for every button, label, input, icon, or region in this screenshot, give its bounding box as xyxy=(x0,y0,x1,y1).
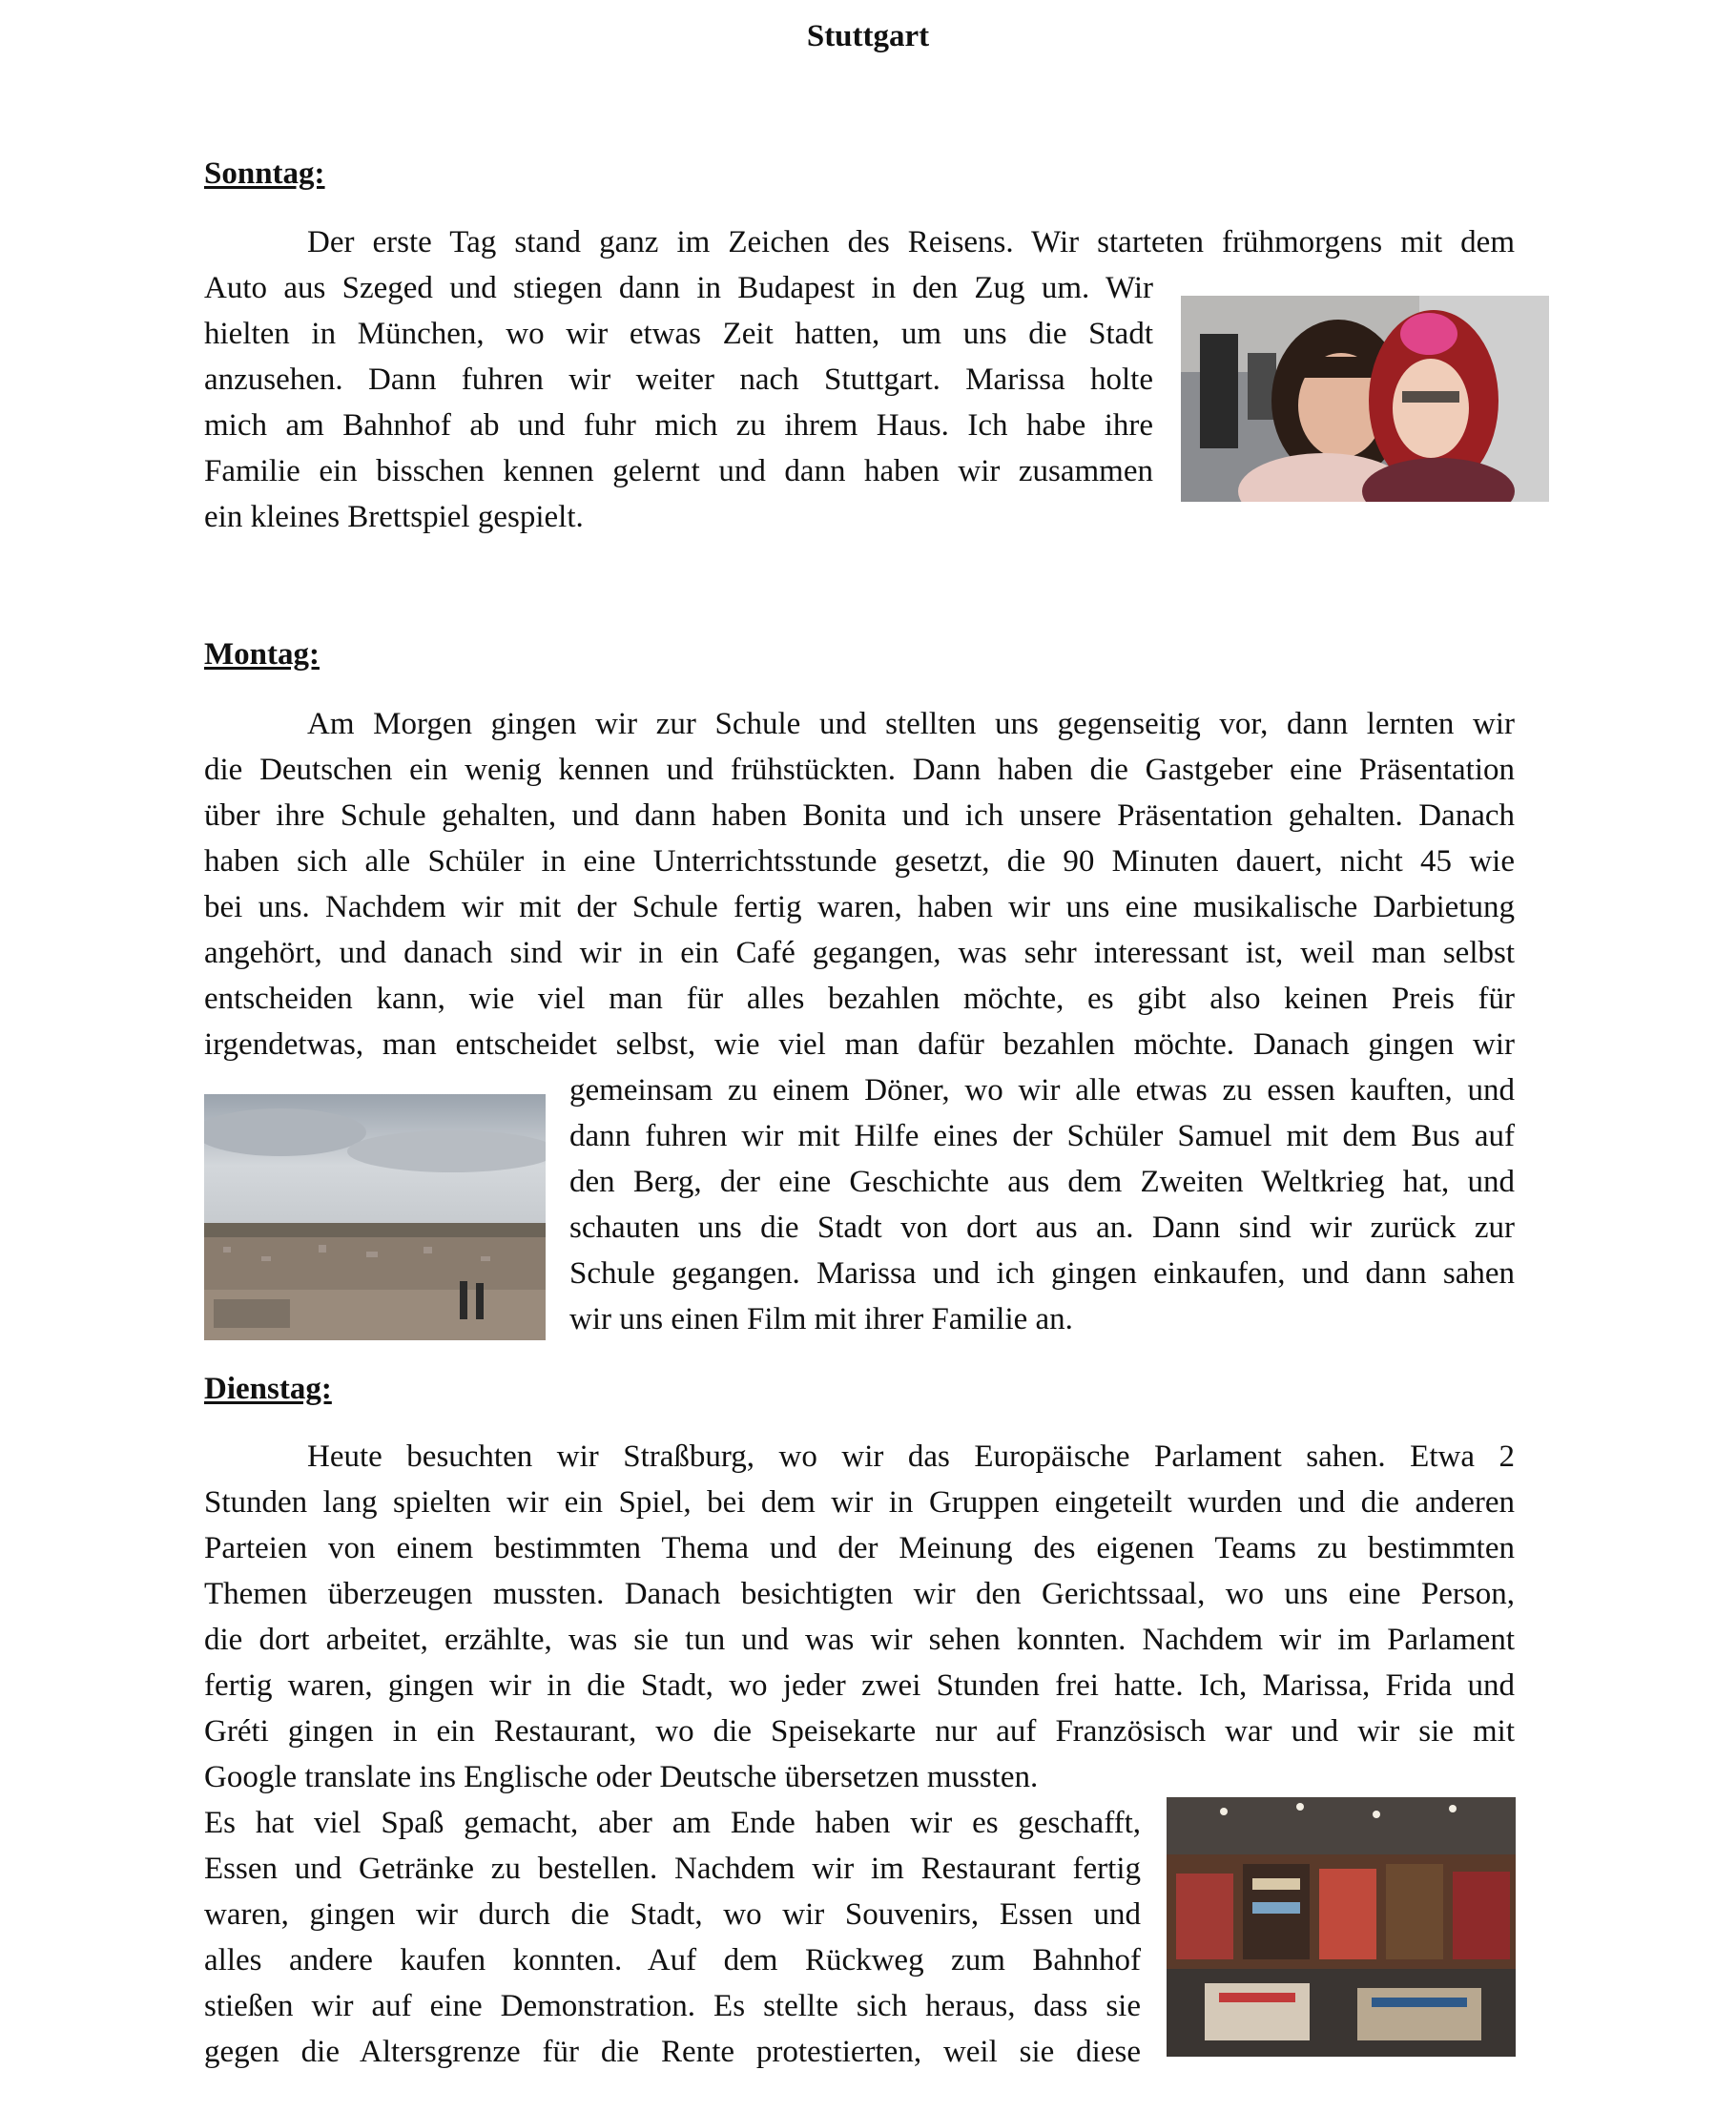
text-line: stießen wir auf eine Demonstration. Es stellte sich heraus, dass sie xyxy=(204,1989,1141,2023)
paragraph-sonntag-line-1 xyxy=(204,219,1515,265)
text-line: Essen und Getränke zu bestellen. Nachdem wir im Restaurant fertig xyxy=(204,1852,1141,1886)
text-line: bei uns. Nachdem wir mit der Schule fertig waren, haben wir uns eine musikalische Darbietung xyxy=(204,890,1515,924)
text-line: Themen überzeugen mussten. Danach besichtigten wir den Gerichtssaal, wo uns eine Person, xyxy=(204,1577,1515,1611)
text-line: Parteien von einem bestimmten Thema und der Meinung des eigenen Teams zu bestimmten xyxy=(204,1531,1515,1565)
text-line: Gréti gingen in ein Restaurant, wo die Speisekarte nur auf Französisch war und wir sie mit xyxy=(204,1714,1515,1749)
text-line: schauten uns die Stadt von dort aus an. Dann sind wir zurück zur xyxy=(569,1211,1515,1245)
text-line: gemeinsam zu einem Döner, wo wir alle etwas zu essen kauften, und xyxy=(569,1073,1515,1108)
text-line: waren, gingen wir durch die Stadt, wo wir Souvenirs, Essen und xyxy=(204,1897,1141,1932)
text-line: Der erste Tag stand ganz im Zeichen des Reisens. Wir starteten frühmorgens mit dem xyxy=(307,225,1515,259)
heading-sonntag: Sonntag: xyxy=(204,156,325,191)
text-line: Familie ein bisschen kennen gelernt und dann haben wir zusammen xyxy=(204,454,1153,488)
text-line: entscheiden kann, wie viel man für alles bezahlen möchte, es gibt also keinen Preis für xyxy=(204,982,1515,1016)
text-line: angehört, und danach sind wir in ein Café gegangen, was sehr interessant ist, weil man selbst xyxy=(204,936,1515,970)
text-line: Auto aus Szeged und stiegen dann in Budapest in den Zug um. Wir xyxy=(204,271,1153,305)
text-line: Stunden lang spielten wir ein Spiel, bei dem wir in Gruppen eingeteilt wurden und die anderen xyxy=(204,1485,1515,1520)
text-line: Schule gegangen. Marissa und ich gingen einkaufen, und dann sahen xyxy=(569,1256,1515,1291)
text-line: die dort arbeitet, erzählte, was sie tun und was wir sehen konnten. Nachdem wir im Parlament xyxy=(204,1623,1515,1657)
text-line: die Deutschen ein wenig kennen und frühstückten. Dann haben die Gastgeber eine Präsentation xyxy=(204,753,1515,787)
text-line: den Berg, der eine Geschichte aus dem Zweiten Weltkrieg hat, und xyxy=(569,1165,1515,1199)
text-line: fertig waren, gingen wir in die Stadt, wo jeder zwei Stunden frei hatte. Ich, Marissa, Frida und xyxy=(204,1668,1515,1703)
heading-dienstag: Dienstag: xyxy=(204,1372,332,1406)
text-line: wir uns einen Film mit ihrer Familie an. xyxy=(569,1302,1073,1336)
text-line: anzusehen. Dann fuhren wir weiter nach Stuttgart. Marissa holte xyxy=(204,362,1153,397)
page-title: Stuttgart xyxy=(806,19,930,53)
text-line: dann fuhren wir mit Hilfe eines der Schüler Samuel mit dem Bus auf xyxy=(569,1119,1515,1153)
text-line: über ihre Schule gehalten, und dann haben Bonita und ich unsere Präsentation gehalten. Danach xyxy=(204,798,1515,833)
text-line: Es hat viel Spaß gemacht, aber am Ende haben wir es geschafft, xyxy=(204,1806,1141,1840)
shop-interior-photo xyxy=(1167,1797,1516,2057)
heading-montag: Montag: xyxy=(204,637,320,672)
text-line: Google translate ins Englische oder Deutsche übersetzen mussten. xyxy=(204,1760,1039,1794)
selfie-photo xyxy=(1181,296,1549,502)
text-line: haben sich alle Schüler in eine Unterrichtsstunde gesetzt, die 90 Minuten dauert, nicht 45 wie xyxy=(204,844,1515,879)
text-line: ein kleines Brettspiel gespielt. xyxy=(204,500,584,534)
text-line: hielten in München, wo wir etwas Zeit hatten, um uns die Stadt xyxy=(204,317,1153,351)
city-view-photo xyxy=(204,1094,546,1340)
text-line: irgendetwas, man entscheidet selbst, wie viel man dafür bezahlen möchte. Danach gingen wir xyxy=(204,1027,1515,1062)
text-line: gegen die Altersgrenze für die Rente protestierten, weil sie diese xyxy=(204,2035,1141,2069)
text-line: Am Morgen gingen wir zur Schule und stellten uns gegenseitig vor, dann lernten wir xyxy=(307,707,1515,741)
text-line: Heute besuchten wir Straßburg, wo wir das Europäische Parlament sahen. Etwa 2 xyxy=(307,1439,1515,1474)
text-line: mich am Bahnhof ab und fuhr mich zu ihrem Haus. Ich habe ihre xyxy=(204,408,1153,443)
text-line: alles andere kaufen konnten. Auf dem Rückweg zum Bahnhof xyxy=(204,1943,1141,1977)
